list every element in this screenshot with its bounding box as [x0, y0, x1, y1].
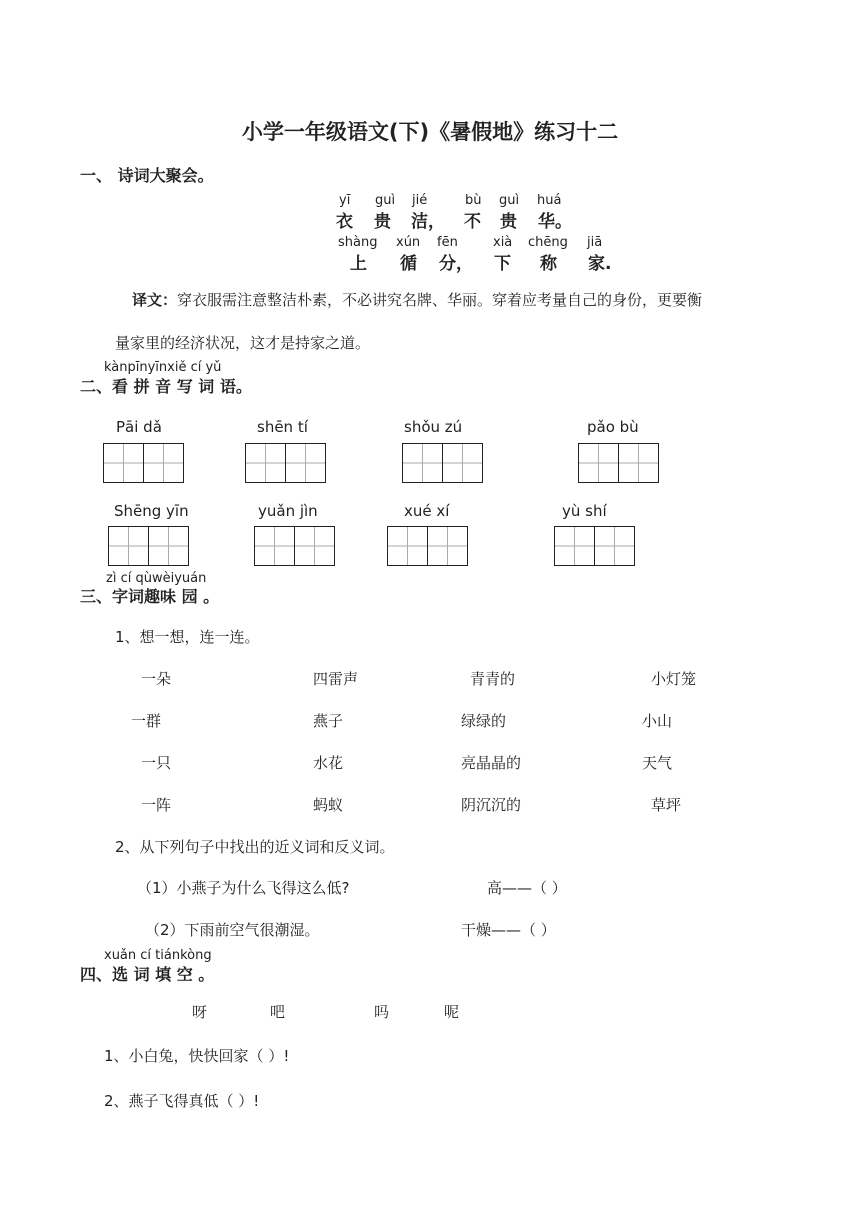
pinyin: huá — [537, 193, 562, 208]
word-option: 呢 — [444, 1003, 460, 1021]
section3-heading: 三、字词趣味 园 。 — [80, 587, 220, 606]
poem-char: 下 — [494, 254, 511, 274]
section3-heading-pinyin: zì cí qùwèiyuán — [106, 571, 207, 586]
section1-heading: 一、 诗词大聚会。 — [80, 166, 214, 185]
pinyin: yī — [339, 193, 351, 208]
writing-cell[interactable] — [294, 526, 335, 566]
writing-box[interactable] — [402, 443, 482, 483]
word-pinyin: xué xí — [404, 502, 450, 520]
writing-cell[interactable] — [108, 526, 149, 566]
writing-cell[interactable] — [245, 443, 286, 483]
word-pinyin: pǎo bù — [587, 418, 639, 436]
pinyin: shàng — [338, 235, 378, 250]
section4-heading: 四、选 词 填 空 。 — [80, 965, 215, 984]
word-pinyin: yuǎn jìn — [258, 502, 318, 520]
writing-cell[interactable] — [387, 526, 428, 566]
sentence-2: （2）下雨前空气很潮湿。 — [145, 921, 320, 939]
pinyin: guì — [375, 193, 396, 208]
word-option: 呀 — [192, 1003, 208, 1021]
writing-cell[interactable] — [402, 443, 443, 483]
writing-box[interactable] — [387, 526, 467, 566]
match-col1-item: 一群 — [131, 712, 162, 730]
match-col2-item: 水花 — [313, 754, 344, 772]
match-col1-item: 一只 — [141, 754, 172, 772]
poem-char: 循 — [400, 254, 417, 274]
poem-char: 不 — [464, 212, 481, 232]
writing-cell[interactable] — [285, 443, 326, 483]
writing-cell[interactable] — [554, 526, 595, 566]
question-2: 2、从下列句子中找出的近义词和反义词。 — [115, 838, 395, 856]
poem-char: 华。 — [538, 212, 572, 232]
writing-box[interactable] — [245, 443, 325, 483]
question-1: 1、想一想，连一连。 — [115, 628, 260, 646]
writing-cell[interactable] — [442, 443, 483, 483]
word-pinyin: shēn tí — [257, 418, 308, 436]
writing-cell[interactable] — [148, 526, 189, 566]
poem-char: 家. — [588, 254, 612, 274]
writing-box[interactable] — [108, 526, 188, 566]
pinyin: jié — [412, 193, 428, 208]
writing-cell[interactable] — [594, 526, 635, 566]
fill-question-1[interactable]: 1、小白兔，快快回家（ ）! — [104, 1047, 290, 1065]
word-option: 吗 — [374, 1003, 390, 1021]
poem-char: 上 — [350, 254, 367, 274]
match-col1-item: 一朵 — [141, 670, 172, 688]
pinyin: bù — [465, 193, 482, 208]
translation-label: 译文： — [132, 291, 178, 309]
answer-blank-2[interactable]: 干燥——（ ） — [461, 921, 556, 939]
match-col3-item: 青青的 — [470, 670, 516, 688]
answer-blank-1[interactable]: 高——（ ） — [487, 879, 567, 897]
pinyin: xià — [493, 235, 513, 250]
writing-box[interactable] — [254, 526, 334, 566]
translation-line1: 译文：穿衣服需注意整洁朴素，不必讲究名牌、华丽。穿着应考量自己的身份，更要衡 — [132, 291, 703, 309]
match-col4-item: 小灯笼 — [651, 670, 697, 688]
pinyin: chēng — [528, 235, 568, 250]
match-col2-item: 燕子 — [313, 712, 344, 730]
section4-heading-pinyin: xuǎn cí tiánkòng — [104, 948, 212, 963]
match-col3-item: 亮晶晶的 — [461, 754, 522, 772]
poem-char: 分， — [439, 254, 473, 274]
pinyin: fēn — [437, 235, 458, 250]
poem-char: 称 — [540, 254, 557, 274]
poem-char: 洁， — [411, 212, 445, 232]
poem-char: 贵 — [374, 212, 391, 232]
writing-cell[interactable] — [143, 443, 184, 483]
writing-cell[interactable] — [427, 526, 468, 566]
writing-box[interactable] — [578, 443, 658, 483]
word-pinyin: Pāi dǎ — [116, 418, 162, 436]
match-col2-item: 蚂蚁 — [313, 796, 344, 814]
section2-heading-pinyin: kànpīnyīnxiě cí yǔ — [104, 360, 222, 375]
poem-char: 贵 — [500, 212, 517, 232]
writing-cell[interactable] — [578, 443, 619, 483]
match-col1-item: 一阵 — [141, 796, 172, 814]
page-title: 小学一年级语文(下)《暑假地》练习十二 — [241, 120, 619, 144]
writing-box[interactable] — [103, 443, 183, 483]
word-pinyin: Shēng yīn — [114, 502, 189, 520]
sentence-1: （1）小燕子为什么飞得这么低? — [137, 879, 350, 897]
writing-cell[interactable] — [103, 443, 144, 483]
section2-heading: 二、看 拼 音 写 词 语。 — [80, 377, 252, 396]
match-col2-item: 四雷声 — [313, 670, 359, 688]
word-pinyin: shǒu zú — [404, 418, 463, 436]
writing-cell[interactable] — [254, 526, 295, 566]
poem-char: 衣 — [336, 212, 353, 232]
match-col3-item: 绿绿的 — [461, 712, 507, 730]
word-pinyin: yù shí — [562, 502, 607, 520]
pinyin: xún — [396, 235, 421, 250]
match-col3-item: 阴沉沉的 — [461, 796, 522, 814]
match-col4-item: 小山 — [642, 712, 673, 730]
match-col4-item: 天气 — [642, 754, 673, 772]
fill-question-2[interactable]: 2、燕子飞得真低（ ）! — [104, 1092, 260, 1110]
word-option: 吧 — [270, 1003, 286, 1021]
pinyin: jiā — [587, 235, 603, 250]
translation-line2: 量家里的经济状况，这才是持家之道。 — [115, 334, 371, 352]
match-col4-item: 草坪 — [651, 796, 682, 814]
writing-box[interactable] — [554, 526, 634, 566]
writing-cell[interactable] — [618, 443, 659, 483]
pinyin: guì — [499, 193, 520, 208]
